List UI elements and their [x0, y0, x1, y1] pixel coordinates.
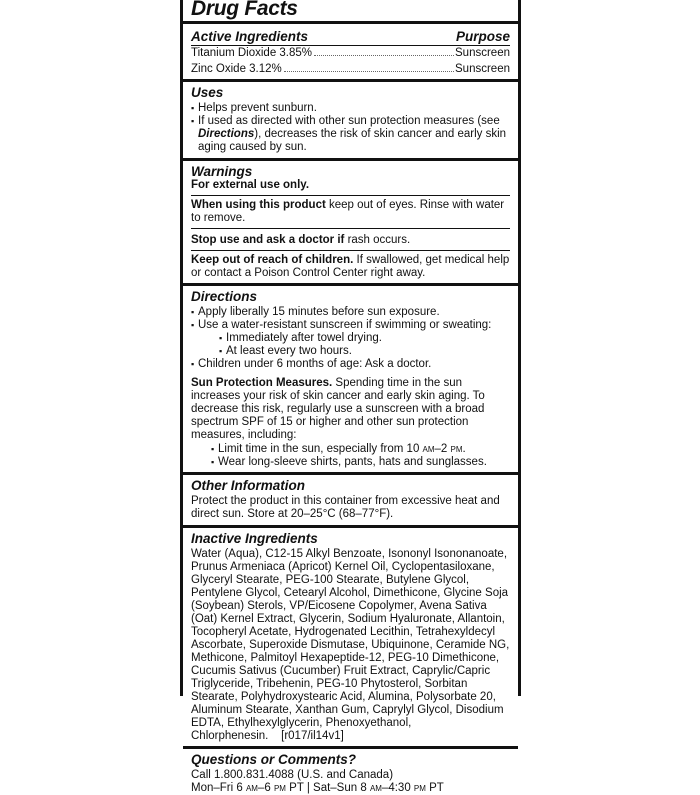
list-item: ▪ If used as directed with other sun protection measures (see Directions), decreases the risk of skin cancer and early skin aging caused by sun. — [191, 115, 510, 154]
list-item: ▪ Helps prevent sunburn. — [191, 102, 510, 115]
ingredient-purpose: Sunscreen — [455, 62, 510, 75]
sun-protection-text: Sun Protection Measures. Spending time in the sun increases your risk of skin cancer and early skin aging. To decrease this risk, regularly use a sunscreen with a broad spectrum SPF of 15 or higher and other sun protection measures, including: — [191, 377, 485, 441]
ingredient-name: Titanium Dioxide 3.85% — [191, 47, 313, 59]
drug-facts-title: Drug Facts — [191, 0, 298, 20]
drug-facts-panel — [180, 0, 521, 794]
questions-heading: Questions or Comments? — [191, 752, 357, 767]
stop-use-text: Stop use and ask a doctor if rash occurs. — [191, 234, 411, 246]
hours-text: Mon–Fri 6 AM–6 PM PT | Sat–Sun 8 AM–4:30 PM PT — [191, 782, 444, 794]
other-information-section — [191, 475, 510, 521]
inactive-ingredients-text: Water (Aqua), C12-15 Alkyl Benzoate, Isononyl Isononanoate, Prunus Armeniaca (Apricot) Kernel Oil, Cyclopentasiloxane, Glyceryl Stearate, PEG-100 Stearate, Butylene Glycol, Pentylene Glycol, Cetearyl Alcohol, Dimethicone, Glycine Soja (Soybean) Sterols, VP/Eicosene Copolymer, Avena Sativa (Oat) Kernel Extract, Glycerin, Sodium Hyaluronate, Allantoin, Tocopheryl Acetate, Hydrogenated Lecithin, Tetrahexyldecyl Ascorbate, Superoxide Dismutase, Ubiquinone, Ceramide NG, Methicone, Palmitoyl Hexapeptide-12, PEG-10 Dimethicone, Cucumis Sativus (Cucumber) Fruit Extract, Caprylic/Capric Triglyceride, Tribehenin, PEG-10 Phytosterol, Sorbitan Stearate, Polyhydroxystearic Acid, Alumina, Polysorbate 20, Aluminum Stearate, Xanthan Gum, Caprylyl Glycol, Disodium EDTA, Ethylhexylglycerin, Phenoxyethanol, Chlorphenesin. [r017/il14v1] — [191, 548, 510, 742]
list-item: ▪ Use a water-resistant sunscreen if swimming or sweating: — [191, 319, 510, 332]
active-ingredients-heading: Active Ingredients — [191, 29, 309, 44]
other-information-text: Protect the product in this container from excessive heat and direct sun. Store at 20–25°C (68–77°F). — [191, 495, 500, 520]
questions-section — [191, 749, 510, 795]
ingredient-purpose: Sunscreen — [455, 47, 510, 59]
inactive-ingredients-heading: Inactive Ingredients — [191, 531, 318, 546]
phone-text: Call 1.800.831.4088 (U.S. and Canada) — [191, 769, 394, 781]
active-ingredients-section — [191, 29, 510, 77]
product-code: [r017/il14v1] — [281, 730, 344, 742]
directions-section — [191, 286, 510, 469]
purpose-heading: Purpose — [455, 29, 510, 44]
warnings-section — [191, 161, 510, 280]
ingredient-name: Zinc Oxide 3.12% — [191, 62, 282, 75]
dot-leader — [314, 55, 454, 56]
external-use-text: For external use only. — [191, 179, 310, 191]
uses-heading: Uses — [191, 85, 224, 100]
other-information-heading: Other Information — [191, 478, 305, 493]
inactive-ingredients-section — [191, 528, 510, 743]
uses-section — [191, 82, 510, 154]
directions-heading: Directions — [191, 289, 258, 304]
list-item: ▪ At least every two hours. — [219, 345, 510, 358]
list-item: ▪ Limit time in the sun, especially from 10 AM–2 PM. — [211, 443, 510, 456]
when-using-text: When using this product keep out of eyes. Rinse with water to remove. — [191, 199, 505, 224]
list-item: ▪ Immediately after towel drying. — [219, 332, 510, 345]
list-item: ▪ Wear long-sleeve shirts, pants, hats and sunglasses. — [211, 456, 510, 469]
warnings-heading: Warnings — [191, 164, 253, 179]
active-ingredient-row — [191, 46, 510, 62]
active-ingredient-row — [191, 62, 510, 78]
divider — [183, 21, 518, 24]
list-item: ▪ Children under 6 months of age: Ask a doctor. — [191, 358, 510, 371]
keep-out-text: Keep out of reach of children. If swallowed, get medical help or contact a Poison Control Center right away. — [191, 254, 510, 279]
list-item: ▪ Apply liberally 15 minutes before sun exposure. — [191, 306, 510, 319]
dot-leader — [284, 71, 454, 72]
